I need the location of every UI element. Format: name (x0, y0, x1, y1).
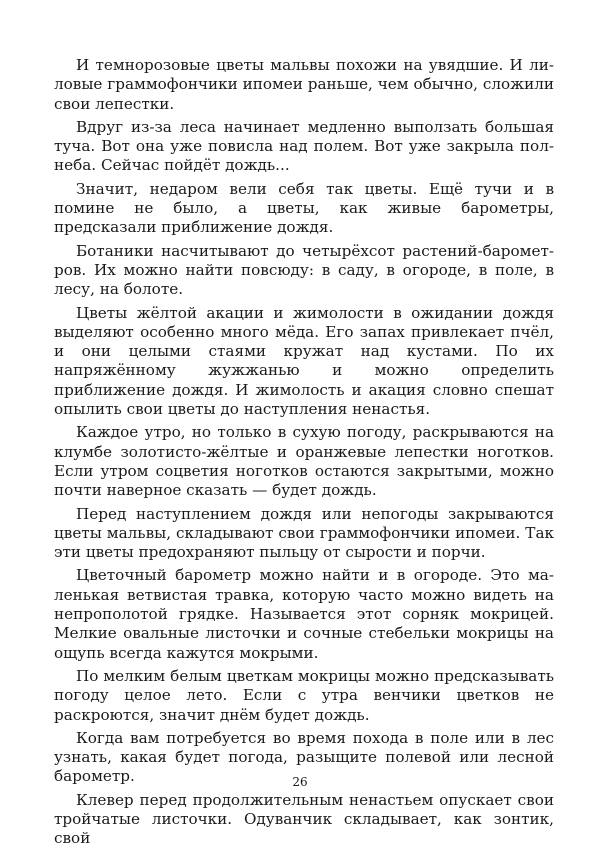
paragraph: Ботаники насчитывают до четырёхсот растений-барометров. Их можно найти повсюду: в саду, в огороде, в поле, в лесу, на болоте. (54, 241, 554, 299)
page-number: 26 (292, 775, 308, 789)
paragraph: И темнорозовые цветы мальвы похожи на увядшие. И лиловые граммофончики ипомеи раньше, чем обычно, сложили свои лепестки. (54, 56, 554, 113)
paragraph: Каждое утро, но только в сухую погоду, раскрываются на клумбе золотисто-жёлтые и оранжевые лепестки ноготков. Если утром соцветия ноготков остаются закрытыми, можно почти наверное сказать — будет дождь. (54, 423, 554, 500)
paragraph: Цветы жёлтой акации и жимолости в ожидании дождя выделяют особенно много мёда. Его запах привлекает пчёл, и они целыми стаями кружат над кустами. По их напряжённому жужжанью и можно определить приближение дождя. И жимолость и акация словно спешат опылить свои цветы до наступления ненастья. (54, 303, 554, 419)
paragraph: Значит, недаром вели себя так цветы. Ещё тучи и в помине не было, а цветы, как живые барометры, предсказали приближение дождя. (54, 179, 554, 237)
paragraph: Перед наступлением дождя или непогоды закрываются цветы мальвы, складывают свои граммофончики ипомеи. Так эти цветы предохраняют пыльцу от сырости и порчи. (54, 504, 554, 562)
paragraph: По мелким белым цветкам мокрицы можно предсказывать погоду целое лето. Если с утра венчики цветков не раскроются, значит днём будет дождь. (54, 666, 554, 724)
page-body (54, 56, 554, 853)
paragraph: Вдруг из-за леса начинает медленно выползать большая туча. Вот она уже повисла над полем. Вот уже закрыла полнеба. Сейчас пойдёт дождь... (54, 117, 554, 175)
paragraph: Цветочный барометр можно найти и в огороде. Это маленькая ветвистая травка, которую часто можно видеть на непрополотой грядке. Называется этот сорняк мокрицей. Мелкие овальные листочки и сочные стебельки мокрицы на ощупь всегда кажутся мокрыми. (54, 566, 554, 662)
paragraph: Клевер перед продолжительным ненастьем опускает свои тройчатые листочки. Одуванчик складывает, как зонтик, свой (54, 790, 554, 848)
paragraph: Когда вам потребуется во время похода в поле или в лес узнать, какая будет погода, разыщите полевой или лесной барометр. (54, 728, 554, 786)
